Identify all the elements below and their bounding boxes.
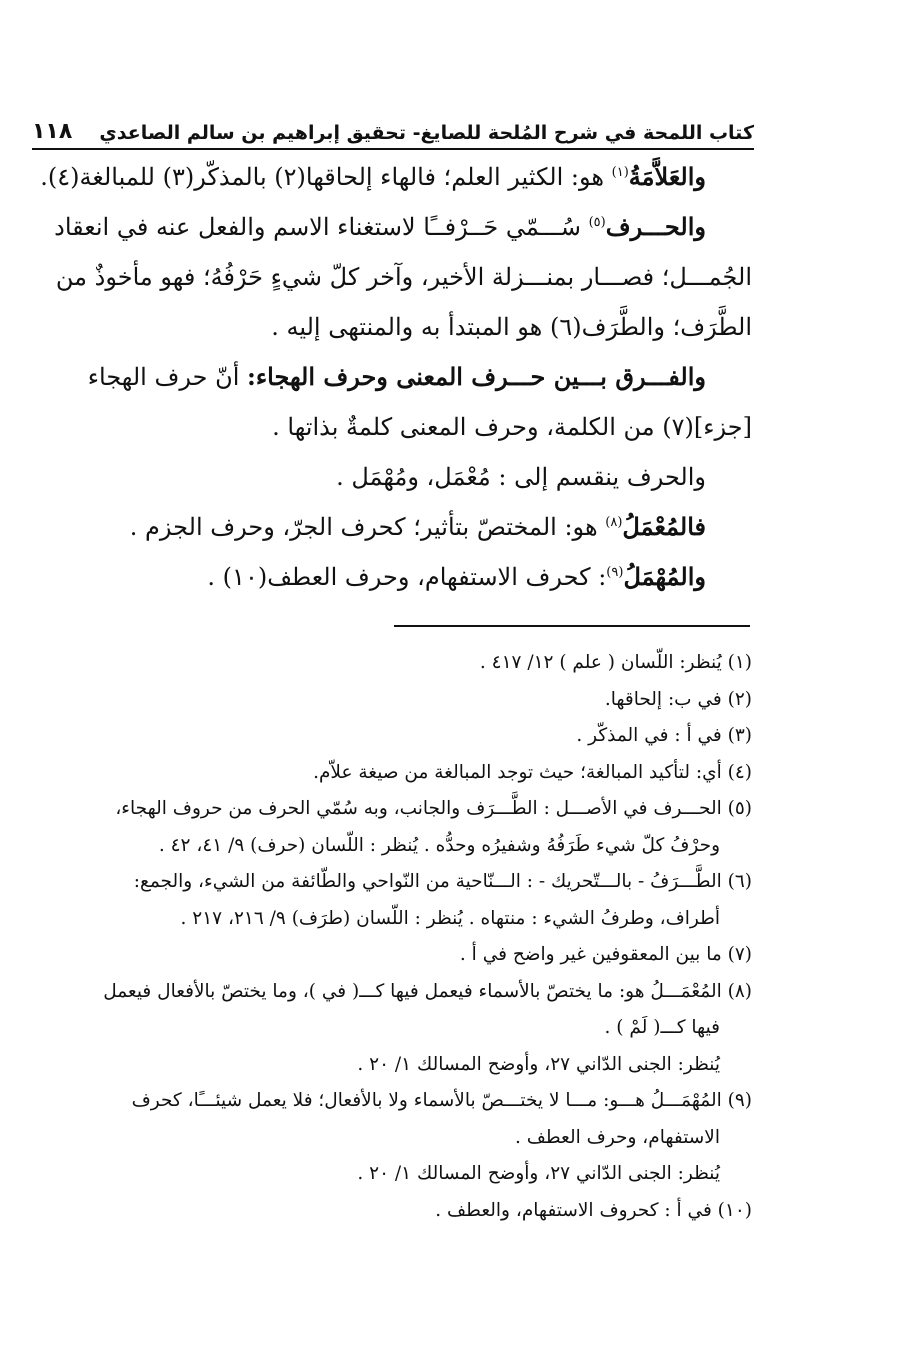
- footnote: (١) يُنظر: اللّسان ( علم ) ١٢/ ٤١٧ .: [479, 652, 752, 673]
- footnote: (٣) في أ : في المذكّر .: [576, 725, 752, 746]
- paragraph-mumal: [36, 502, 752, 552]
- footnote-continuation: أطراف، وطرفُ الشيء : منتهاه . يُنظر : اللّسان (طرَف) ٩/ ٢١٦، ٢١٧ .: [180, 907, 720, 929]
- footnote: (٦) الطَّـــرَفُ - بالـــتّحريك - : الـــنّاحية من النّواحي والطّائفة من الشيء، والجمع:: [133, 871, 752, 892]
- paragraph-allama: [36, 152, 752, 202]
- running-title: كتاب اللمحة في شرح المُلحة للصايغ- تحقيق إبراهيم بن سالم الصاعدي: [99, 122, 754, 144]
- term-allama: والعَلاَّمَةُ: [628, 162, 706, 191]
- paragraph-line: الجُمـــل؛ فصـــار بمنـــزلة الأخير، وآخر كلّ شيءٍ حَرْفُهُ؛ فهو مأخوذٌ من: [55, 263, 752, 291]
- footnote: (٩) المُهْمَـــلُ هـــو: مـــا لا يختـــصّ بالأسماء ولا بالأفعال؛ فلا يعمل شيئـــًا، كحرف: [131, 1090, 752, 1111]
- paragraph-line: الطَّرَف؛ والطَّرَف(٦) هو المبتدأ به والمنتهى إليه .: [271, 313, 752, 341]
- footnote: (٨) المُعْمَـــلُ هو: ما يختصّ بالأسماء فيعمل فيها كـــ( في )، وما يختصّ بالأفعال فيعمل: [103, 980, 752, 1002]
- term-harf: والحـــرف: [605, 212, 706, 241]
- paragraph-text: أنّ حرف الهجاء: [87, 363, 247, 391]
- paragraph-line: [جزء](٧) من الكلمة، وحرف المعنى كلمةٌ بذاتها .: [272, 413, 752, 441]
- paragraph-harf: [36, 202, 752, 252]
- footnote: (١٠) في أ : كحروف الاستفهام، والعطف .: [435, 1199, 752, 1221]
- main-text: [36, 152, 752, 602]
- paragraph-division: والحرف ينقسم إلى : مُعْمَل، ومُهْمَل .: [336, 463, 706, 491]
- footnotes: [36, 645, 752, 1229]
- footnote-continuation: وحرْفُ كلّ شيء طَرَفُهُ وشفيرُه وحدُّه . يُنظر : اللّسان (حرف) ٩/ ٤١، ٤٢ .: [158, 834, 720, 856]
- term-farq: والفـــرق بـــين حـــرف المعنى وحرف الهجاء:: [247, 362, 706, 391]
- paragraph-farq: [36, 352, 752, 402]
- footnote-continuation: يُنظر: الجنى الدّاني ٢٧، وأوضح المسالك ١/ ٢٠ .: [357, 1163, 720, 1184]
- footnote-ref-1: (١): [611, 165, 629, 180]
- paragraph-text: هو: الكثير العلم؛ فالهاء إلحاقها(٢) بالمذكّر(٣) للمبالغة(٤).: [40, 163, 612, 191]
- footnote-continuation: يُنظر: الجنى الدّاني ٢٧، وأوضح المسالك ١/ ٢٠ .: [357, 1053, 720, 1075]
- term-mumal: فالمُعْمَلُ: [622, 512, 706, 541]
- page-number: ١١٨: [32, 119, 73, 144]
- footnote: (٤) أي: لتأكيد المبالغة؛ حيث توجد المبالغة من صيغة علاّم.: [313, 761, 752, 783]
- paragraph-text: هو: المختصّ بتأثير؛ كحرف الجرّ، وحرف الجزم .: [129, 513, 606, 541]
- footnote-ref-8: (٨): [605, 515, 623, 530]
- paragraph-text: سُـــمّي حَــرْفــًا لاستغناء الاسم والفعل عنه في انعقاد: [54, 213, 589, 241]
- footnote-ref-9: (٩): [606, 565, 624, 580]
- footnote-continuation: الاستفهام، وحرف العطف .: [514, 1126, 720, 1148]
- footnote-continuation: فيها كـــ( لَمْ ) .: [604, 1017, 720, 1038]
- paragraph-muhmal: [36, 552, 752, 602]
- footnote-divider: [394, 625, 750, 627]
- footnote: (٢) في ب: إلحاقها.: [604, 688, 752, 710]
- term-muhmal: والمُهْمَلُ: [623, 562, 706, 591]
- page-header: [32, 108, 754, 150]
- paragraph-text: : كحرف الاستفهام، وحرف العطف(١٠) .: [207, 563, 607, 591]
- footnote: (٥) الحـــرف في الأصـــل : الطَّـــرَف والجانب، وبه سُمّي الحرف من حروف الهجاء،: [115, 798, 752, 819]
- footnote-ref-5: (٥): [588, 215, 606, 230]
- footnote: (٧) ما بين المعقوفين غير واضح في أ .: [459, 944, 752, 965]
